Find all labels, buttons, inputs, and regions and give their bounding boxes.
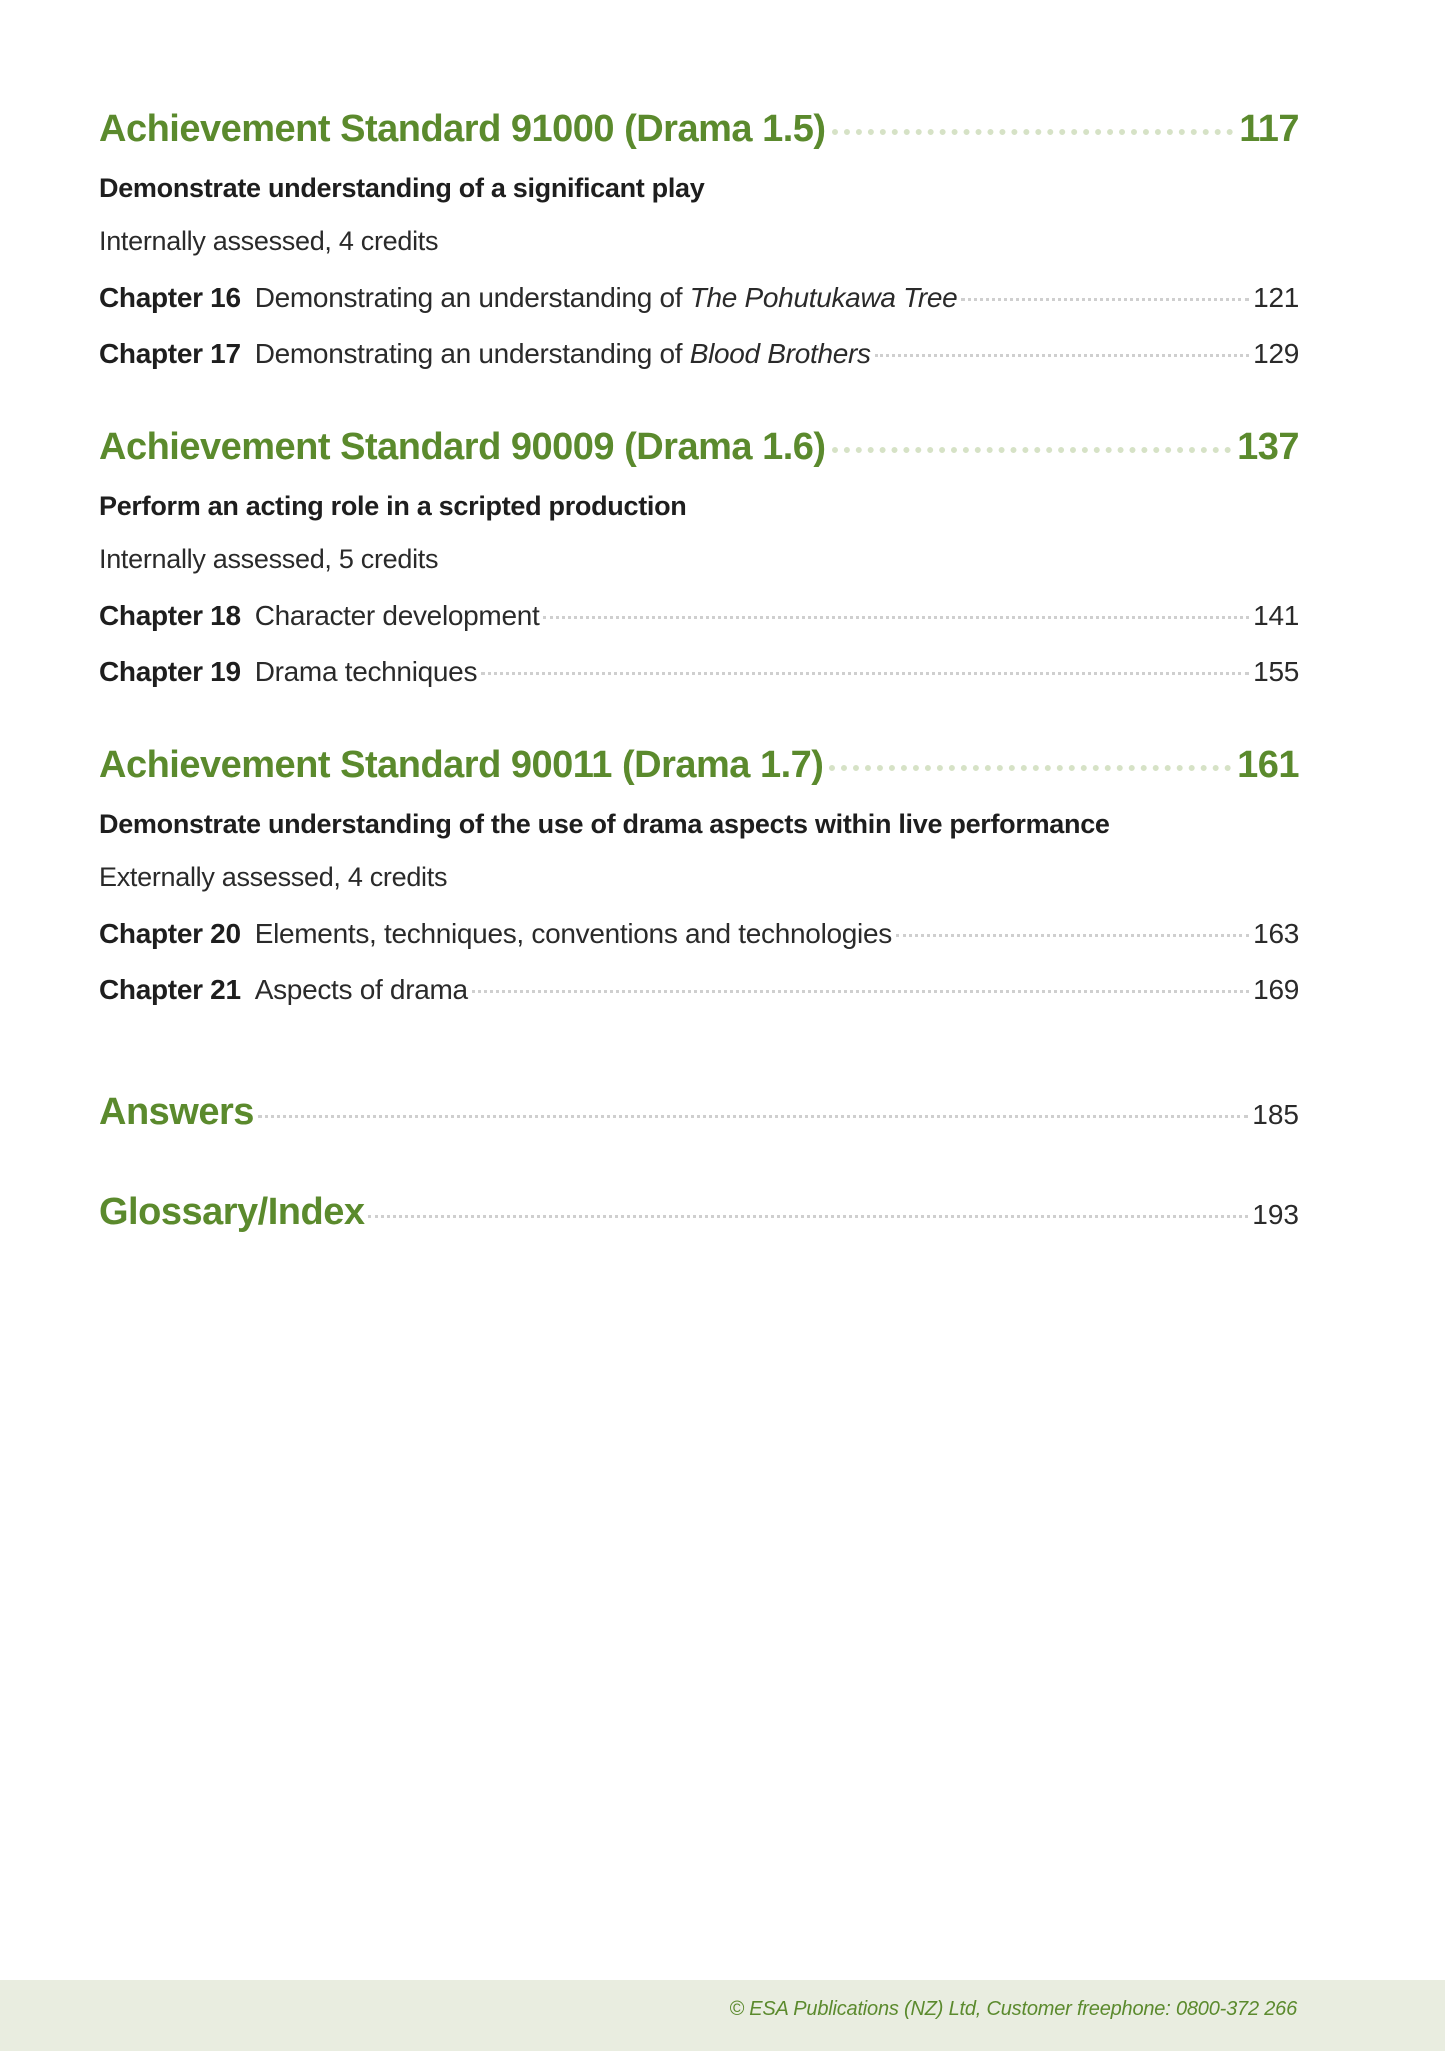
chapter-entry[interactable] <box>99 906 1299 962</box>
chapter-title-text: Aspects of drama <box>254 974 468 1005</box>
page-number: 121 <box>1253 282 1299 313</box>
page-number: 155 <box>1253 656 1299 687</box>
chapter-label: Chapter 18 <box>99 600 241 631</box>
dot-leader <box>961 298 1249 301</box>
page-number: 137 <box>1237 426 1299 468</box>
assessment-info: Internally assessed, 5 credits <box>99 544 439 574</box>
page-footer <box>0 1980 1445 2051</box>
page-number: 161 <box>1237 744 1299 786</box>
toc-section-drama-1-5 <box>99 108 1299 382</box>
standard-heading[interactable] <box>99 744 1299 800</box>
chapter-label: Chapter 16 <box>99 282 241 313</box>
chapter-entry[interactable] <box>99 644 1299 700</box>
toc-entry-glossary-index[interactable] <box>99 1162 1299 1262</box>
standard-title: Achievement Standard 90009 (Drama 1.6) <box>99 426 826 468</box>
chapter-title <box>255 270 958 326</box>
dot-leader <box>543 616 1249 619</box>
standard-heading[interactable] <box>99 108 1299 164</box>
dot-leader <box>258 1115 1248 1118</box>
chapter-label: Chapter 21 <box>99 974 241 1005</box>
chapter-entry[interactable] <box>99 962 1299 1018</box>
toc-section-drama-1-7 <box>99 744 1299 1018</box>
assessment-info: Internally assessed, 4 credits <box>99 226 439 256</box>
page-number: 193 <box>1252 1199 1299 1230</box>
chapter-entry[interactable] <box>99 270 1299 326</box>
dot-leader <box>832 129 1234 135</box>
chapter-title-italic: The Pohutukawa Tree <box>689 282 958 313</box>
assessment-info: Externally assessed, 4 credits <box>99 862 448 892</box>
entry-label: Answers <box>99 1091 254 1133</box>
standard-description: Demonstrate understanding of a significant play <box>99 173 705 203</box>
dot-leader <box>481 672 1249 675</box>
standard-heading[interactable] <box>99 426 1299 482</box>
page-number: 129 <box>1253 338 1299 369</box>
chapter-entry[interactable] <box>99 326 1299 382</box>
chapter-title-text: Demonstrating an understanding of <box>254 338 690 369</box>
chapter-title <box>255 962 468 1018</box>
chapter-label: Chapter 19 <box>99 656 241 687</box>
page-number: 169 <box>1253 974 1299 1005</box>
chapter-title-italic: Blood Brothers <box>689 338 871 369</box>
page-number: 163 <box>1253 918 1299 949</box>
dot-leader <box>368 1215 1248 1218</box>
dot-leader <box>472 990 1249 993</box>
page-number: 185 <box>1252 1099 1299 1130</box>
copyright-text: © ESA Publications (NZ) Ltd, Customer freephone: 0800-372 266 <box>729 1998 1297 2020</box>
toc-section-drama-1-6 <box>99 426 1299 700</box>
chapter-label: Chapter 20 <box>99 918 241 949</box>
dot-leader <box>832 447 1232 453</box>
chapter-entry[interactable] <box>99 588 1299 644</box>
chapter-title-text: Character development <box>254 600 540 631</box>
chapter-title-text: Demonstrating an understanding of <box>254 282 690 313</box>
dot-leader <box>829 765 1231 771</box>
standard-description: Demonstrate understanding of the use of drama aspects within live performance <box>99 809 1110 839</box>
standard-description: Perform an acting role in a scripted production <box>99 491 687 521</box>
chapter-title <box>255 588 540 644</box>
page-number: 141 <box>1253 600 1299 631</box>
chapter-title <box>255 906 892 962</box>
chapter-title-text: Drama techniques <box>254 656 478 687</box>
chapter-title <box>255 326 871 382</box>
page-number: 117 <box>1239 108 1299 150</box>
chapter-title-text: Elements, techniques, conventions and technologies <box>254 918 892 949</box>
chapter-title <box>255 644 477 700</box>
dot-leader <box>896 934 1249 937</box>
chapter-label: Chapter 17 <box>99 338 241 369</box>
table-of-contents <box>99 108 1299 1262</box>
dot-leader <box>875 354 1249 357</box>
entry-label: Glossary/Index <box>99 1191 365 1233</box>
standard-title: Achievement Standard 90011 (Drama 1.7) <box>99 744 824 786</box>
standard-title: Achievement Standard 91000 (Drama 1.5) <box>99 108 826 150</box>
toc-entry-answers[interactable] <box>99 1062 1299 1162</box>
